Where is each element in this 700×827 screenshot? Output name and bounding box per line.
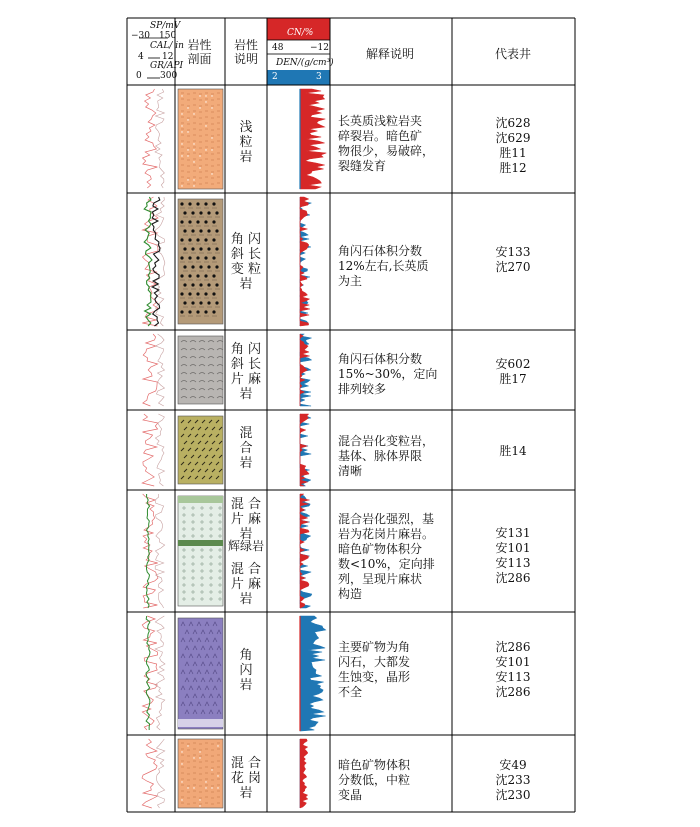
pattern-dot (181, 155, 182, 156)
pattern-dot (205, 95, 206, 96)
pattern-dot (183, 229, 186, 232)
gr-label: GR/API (150, 61, 184, 71)
pattern-dot (187, 131, 188, 132)
pattern-dot (181, 113, 182, 114)
sp-trace-2 (155, 616, 165, 730)
row-lith-name: 角 闪 岩 (239, 648, 253, 693)
row-lith-name-diabase: 辉绿岩 (227, 539, 264, 553)
pattern-dot (215, 247, 218, 250)
pattern-dot (215, 265, 218, 268)
lith-desc-header: 岩性 说明 (233, 38, 258, 66)
pattern-dot (193, 757, 194, 758)
pattern-dot (204, 202, 207, 205)
sp-trace-2 (156, 739, 165, 808)
pattern-dot (188, 292, 191, 295)
pattern-dot (211, 95, 212, 96)
pattern-dot (199, 211, 202, 214)
row-lith-name: 混 合 片 麻 岩 (230, 562, 262, 607)
pattern-dot (183, 283, 186, 286)
cn-max: −12 (310, 43, 329, 53)
pattern-dot (207, 247, 210, 250)
pattern-dot (187, 787, 188, 788)
sp-min: −30 (131, 31, 150, 41)
pattern-dot (199, 301, 202, 304)
pattern-dot (199, 229, 202, 232)
sp-trace-2 (155, 89, 164, 188)
pattern-dot (211, 137, 212, 138)
pattern-dot (204, 256, 207, 259)
lithology-block (178, 496, 223, 606)
pattern-dot (181, 185, 182, 186)
sp-trace (143, 334, 158, 406)
pattern-dot (199, 283, 202, 286)
pattern-dot (181, 131, 182, 132)
pattern-dot (204, 274, 207, 277)
pattern-dot (211, 769, 212, 770)
lithology-block (178, 416, 223, 484)
pattern-dot (191, 265, 194, 268)
row-wells: 安133 沈270 (495, 245, 531, 274)
diabase-band (178, 540, 223, 546)
pattern-dot (204, 310, 207, 313)
pattern-dot (187, 745, 188, 746)
pattern-dot (211, 107, 212, 108)
pattern-dot (207, 211, 210, 214)
pattern-dot (205, 781, 206, 782)
pattern-dot (199, 167, 200, 168)
pattern-dot (181, 799, 182, 800)
pattern-dot (199, 751, 200, 752)
pattern-dot (199, 107, 200, 108)
den-header-box (267, 70, 330, 85)
pattern-dot (188, 310, 191, 313)
pattern-dot (212, 220, 215, 223)
pattern-dot (199, 95, 200, 96)
pattern-band (178, 496, 223, 503)
pattern-dot (212, 310, 215, 313)
pattern-dot (217, 775, 218, 776)
pattern-dot (191, 247, 194, 250)
pattern-dot (180, 220, 183, 223)
pattern-dot (188, 238, 191, 241)
pattern-dot (193, 113, 194, 114)
pattern-dot (196, 292, 199, 295)
pattern-dot (199, 155, 200, 156)
sp-trace (142, 739, 158, 808)
pattern-dot (183, 247, 186, 250)
pattern-dot (199, 805, 200, 806)
pattern-dot (193, 161, 194, 162)
gr-max: 300 (160, 71, 178, 81)
pattern-dot (191, 301, 194, 304)
pattern-dot (217, 787, 218, 788)
pattern-dot (205, 125, 206, 126)
pattern-dot (181, 125, 182, 126)
pattern-dot (187, 149, 188, 150)
row-description: 混合岩化强烈，基 岩为花岗片麻岩。 暗色矿物体积分 数<10%，定向排 列，呈现片麻状 构造 (338, 512, 435, 601)
pattern-dot (199, 247, 202, 250)
pattern-dot (212, 256, 215, 259)
pattern-dot (215, 301, 218, 304)
pattern-dot (181, 781, 182, 782)
pattern-dot (187, 107, 188, 108)
pattern-dot (196, 220, 199, 223)
row-description: 角闪石体积分数 12%左右,长英质 为主 (338, 244, 429, 288)
pattern-dot (180, 256, 183, 259)
row-description: 暗色矿物体积 分数低，中粒 变晶 (338, 758, 411, 802)
lithology-block (178, 336, 223, 404)
den-max: 3 (316, 72, 322, 82)
sp-label: SP/mV (150, 21, 181, 31)
cn-header-box (267, 18, 330, 40)
pattern-dot (193, 149, 194, 150)
pattern-dot (211, 787, 212, 788)
pattern-dot (207, 229, 210, 232)
pattern-dot (199, 757, 200, 758)
pattern-dot (204, 220, 207, 223)
row-lith-name: 混 合 岩 (239, 426, 253, 471)
cn-fill (300, 739, 308, 808)
lithology-block (178, 739, 223, 808)
pattern-dot (196, 310, 199, 313)
row-wells: 安49 沈233 沈230 (495, 758, 531, 802)
pattern-dot (180, 292, 183, 295)
sp-trace-2 (155, 494, 165, 608)
pattern-dot (212, 292, 215, 295)
pattern-dot (183, 211, 186, 214)
den-fill (300, 616, 326, 731)
den-label: DEN/(g/cm³) (276, 58, 334, 68)
cal-max: 12 (162, 52, 174, 62)
gr-trace (146, 494, 149, 608)
pattern-dot (196, 238, 199, 241)
cn-fill (300, 89, 326, 189)
pattern-dot (207, 301, 210, 304)
pattern-dot (215, 211, 218, 214)
pattern-dot (196, 274, 199, 277)
pattern-dot (193, 143, 194, 144)
pattern-dot (180, 274, 183, 277)
pattern-dot (196, 256, 199, 259)
cn-label: CN/% (287, 28, 314, 38)
gr-trace (144, 197, 152, 326)
sp-trace (142, 616, 157, 730)
cn-range-box (267, 40, 330, 54)
row-wells: 安602 胜17 (495, 357, 531, 386)
pattern-dot (212, 274, 215, 277)
row-description: 混合岩化变粒岩， 基体、脉体界限 清晰 (338, 434, 435, 478)
pattern-dot (181, 95, 182, 96)
row-wells: 安131 安101 安113 沈286 (495, 526, 531, 585)
pattern-dot (188, 202, 191, 205)
pattern-dot (205, 149, 206, 150)
cal-min: 4 (138, 52, 144, 62)
pattern-dot (196, 202, 199, 205)
row-description: 长英质浅粒岩夹 碎裂岩。暗色矿 物很少，易破碎， 裂缝发育 (338, 114, 435, 173)
pattern-dot (180, 310, 183, 313)
lithology-block (178, 199, 223, 324)
pattern-dot (181, 751, 182, 752)
pattern-dot (215, 283, 218, 286)
row-lith-name: 浅 粒 岩 (239, 120, 253, 165)
pattern-dot (217, 745, 218, 746)
sp-max: 150 (159, 31, 177, 41)
pattern-dot (207, 265, 210, 268)
interpretation-header: 解释说明 (365, 47, 414, 61)
pattern-dot (187, 119, 188, 120)
lith-profile-header: 岩性 剖面 (187, 38, 212, 66)
pattern-dot (211, 149, 212, 150)
pattern-dot (180, 238, 183, 241)
row-wells: 沈286 安101 安113 沈286 (495, 640, 531, 699)
wells-header: 代表井 (494, 47, 531, 61)
den-min: 2 (272, 72, 278, 82)
row-description: 角闪石体积分数 15%~30%，定向 排列较多 (338, 352, 438, 396)
pattern-dot (187, 155, 188, 156)
row-lith-name: 角 闪 斜 长 片 麻 岩 (230, 342, 262, 402)
pattern-dot (199, 265, 202, 268)
pattern-dot (212, 202, 215, 205)
pattern-dot (181, 143, 182, 144)
pattern-dot (191, 211, 194, 214)
pattern-dot (193, 185, 194, 186)
pattern-dot (188, 256, 191, 259)
pattern-dot (187, 179, 188, 180)
sp-trace-2 (156, 334, 165, 406)
pattern-dot (191, 229, 194, 232)
pattern-dot (180, 202, 183, 205)
pattern-dot (205, 101, 206, 102)
pattern-dot (188, 220, 191, 223)
sp-trace (142, 414, 158, 486)
pattern-dot (212, 238, 215, 241)
sp-trace (143, 89, 158, 188)
pattern-dot (193, 179, 194, 180)
pattern-dot (188, 274, 191, 277)
pattern-dot (215, 229, 218, 232)
pattern-dot (205, 787, 206, 788)
cal-label: CAL/ in (150, 41, 184, 51)
row-lith-name: 混 合 片 麻 岩 (230, 497, 262, 542)
pattern-dot (204, 292, 207, 295)
row-lith-name: 混 合 花 岗 岩 (230, 756, 262, 801)
pattern-band (178, 719, 223, 727)
row-lith-name: 角 闪 斜 长 变 粒 岩 (230, 232, 262, 292)
cn-min: 48 (272, 43, 284, 53)
pattern-dot (199, 799, 200, 800)
pattern-dot (181, 763, 182, 764)
pattern-dot (191, 283, 194, 286)
row-description: 主要矿物为角 闪石，大都发 生蚀变，晶形 不全 (338, 640, 411, 699)
pattern-dot (183, 301, 186, 304)
row-wells: 胜14 (499, 444, 527, 458)
lithology-block (178, 89, 223, 189)
pattern-dot (183, 265, 186, 268)
pattern-dot (193, 787, 194, 788)
pattern-dot (207, 283, 210, 286)
row-wells: 沈628 沈629 胜11 胜12 (495, 116, 531, 175)
pattern-dot (204, 238, 207, 241)
pattern-dot (211, 173, 212, 174)
gr-min: 0 (136, 71, 142, 81)
